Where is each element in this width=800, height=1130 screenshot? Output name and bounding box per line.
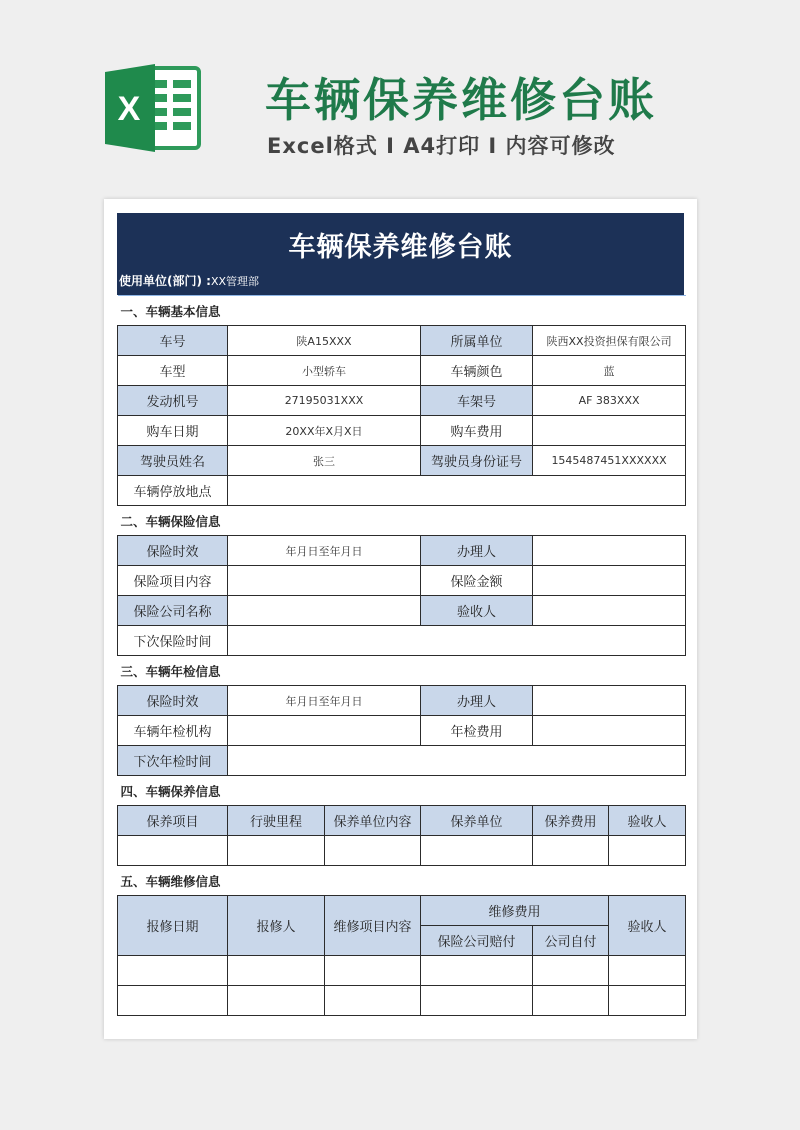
table-row	[118, 986, 686, 1016]
ins-handler-value[interactable]	[533, 536, 686, 566]
mt-col-unit: 保养单位	[421, 806, 533, 836]
table-row	[118, 956, 686, 986]
mt-col-checker: 验收人	[609, 806, 686, 836]
rp-col-ins-pay: 保险公司赔付	[421, 926, 533, 956]
section-insurance: 二、车辆保险信息	[118, 506, 686, 536]
section-basic: 一、车辆基本信息	[118, 296, 686, 326]
section-row	[118, 506, 686, 536]
insp-handler-label: 办理人	[421, 686, 533, 716]
page-subtitle: Excel格式 I A4打印 I 内容可修改	[267, 134, 616, 158]
ins-items-label: 保险项目内容	[118, 566, 228, 596]
frame-label: 车架号	[421, 386, 533, 416]
parking-value[interactable]	[228, 476, 686, 506]
table-row	[118, 476, 686, 506]
table-row	[118, 596, 686, 626]
mt-col-mileage: 行驶里程	[228, 806, 325, 836]
sheet-title: 车辆保养维修台账	[288, 232, 513, 263]
section-row	[118, 656, 686, 686]
table-row	[118, 536, 686, 566]
engine-value[interactable]: 27195031XXX	[228, 386, 421, 416]
insp-next-label: 下次年检时间	[118, 746, 228, 776]
model-value[interactable]: 小型轿车	[228, 356, 421, 386]
excel-logo-icon	[103, 62, 203, 154]
table-row	[118, 326, 686, 356]
section-row	[118, 296, 686, 326]
ins-company-value[interactable]	[228, 596, 421, 626]
ins-checker-value[interactable]	[533, 596, 686, 626]
insp-fee-value[interactable]	[533, 716, 686, 746]
plate-value[interactable]: 陕A15XXX	[228, 326, 421, 356]
insp-org-value[interactable]	[228, 716, 421, 746]
parking-label: 车辆停放地点	[118, 476, 228, 506]
table-cell[interactable]	[609, 986, 686, 1016]
driverid-value[interactable]: 1545487451XXXXXX	[533, 446, 686, 476]
table-row	[118, 446, 686, 476]
ins-company-label: 保险公司名称	[118, 596, 228, 626]
section-row	[118, 776, 686, 806]
rp-col-self-pay: 公司自付	[533, 926, 609, 956]
insp-fee-label: 年检费用	[421, 716, 533, 746]
insp-period-label: 保险时效	[118, 686, 228, 716]
mt-col-content: 保养单位内容	[325, 806, 421, 836]
price-label: 购车费用	[421, 416, 533, 446]
ledger-table	[117, 295, 686, 1016]
ins-next-label: 下次保险时间	[118, 626, 228, 656]
ins-period-value[interactable]: 年月日至年月日	[228, 536, 421, 566]
rp-col-checker: 验收人	[609, 896, 686, 956]
section-maintenance: 四、车辆保养信息	[118, 776, 686, 806]
insp-period-value[interactable]: 年月日至年月日	[228, 686, 421, 716]
driver-label: 驾驶员姓名	[118, 446, 228, 476]
unit-bar	[117, 268, 684, 295]
driver-value[interactable]: 张三	[228, 446, 421, 476]
page-title: 车辆保养维修台账	[265, 73, 657, 127]
table-row	[118, 626, 686, 656]
table-cell[interactable]	[325, 836, 421, 866]
table-row	[118, 686, 686, 716]
rp-col-reporter: 报修人	[228, 896, 325, 956]
table-cell[interactable]	[609, 956, 686, 986]
rp-col-cost: 维修费用	[421, 896, 609, 926]
table-cell[interactable]	[325, 986, 421, 1016]
buydate-label: 购车日期	[118, 416, 228, 446]
table-cell[interactable]	[533, 986, 609, 1016]
plate-label: 车号	[118, 326, 228, 356]
rp-col-date: 报修日期	[118, 896, 228, 956]
table-row	[118, 836, 686, 866]
ins-checker-label: 验收人	[421, 596, 533, 626]
ins-amount-value[interactable]	[533, 566, 686, 596]
logo-letter: X	[117, 90, 141, 128]
table-row	[118, 356, 686, 386]
table-row	[118, 386, 686, 416]
table-header-row	[118, 896, 686, 926]
mt-col-cost: 保养费用	[533, 806, 609, 836]
table-cell[interactable]	[609, 836, 686, 866]
insp-org-label: 车辆年检机构	[118, 716, 228, 746]
unit-value: XX管理部	[210, 275, 260, 288]
model-label: 车型	[118, 356, 228, 386]
unit-label: 使用单位(部门) :	[119, 274, 211, 288]
table-cell[interactable]	[228, 986, 325, 1016]
sheet-banner	[117, 213, 684, 268]
buydate-value[interactable]: 20XX年X月X日	[228, 416, 421, 446]
ins-items-value[interactable]	[228, 566, 421, 596]
ins-period-label: 保险时效	[118, 536, 228, 566]
color-value[interactable]: 蓝	[533, 356, 686, 386]
frame-value[interactable]: AF 383XXX	[533, 386, 686, 416]
table-cell[interactable]	[421, 986, 533, 1016]
table-cell[interactable]	[325, 956, 421, 986]
table-cell[interactable]	[533, 956, 609, 986]
table-row	[118, 566, 686, 596]
table-cell[interactable]	[228, 836, 325, 866]
driverid-label: 驾驶员身份证号	[421, 446, 533, 476]
table-cell[interactable]	[533, 836, 609, 866]
rp-col-content: 维修项目内容	[325, 896, 421, 956]
owner-label: 所属单位	[421, 326, 533, 356]
price-value[interactable]	[533, 416, 686, 446]
table-cell[interactable]	[118, 986, 228, 1016]
table-header-row	[118, 806, 686, 836]
mt-col-item: 保养项目	[118, 806, 228, 836]
insp-handler-value[interactable]	[533, 686, 686, 716]
table-row	[118, 716, 686, 746]
table-cell[interactable]	[228, 956, 325, 986]
table-row	[118, 746, 686, 776]
table-cell[interactable]	[421, 836, 533, 866]
insp-next-value[interactable]	[228, 746, 686, 776]
table-cell[interactable]	[118, 956, 228, 986]
section-repair: 五、车辆维修信息	[118, 866, 686, 896]
ins-next-value[interactable]	[228, 626, 686, 656]
table-cell[interactable]	[421, 956, 533, 986]
section-row	[118, 866, 686, 896]
section-inspection: 三、车辆年检信息	[118, 656, 686, 686]
color-label: 车辆颜色	[421, 356, 533, 386]
ins-handler-label: 办理人	[421, 536, 533, 566]
engine-label: 发动机号	[118, 386, 228, 416]
owner-value[interactable]: 陕西XX投资担保有限公司	[533, 326, 686, 356]
table-row	[118, 416, 686, 446]
table-cell[interactable]	[118, 836, 228, 866]
ins-amount-label: 保险金额	[421, 566, 533, 596]
